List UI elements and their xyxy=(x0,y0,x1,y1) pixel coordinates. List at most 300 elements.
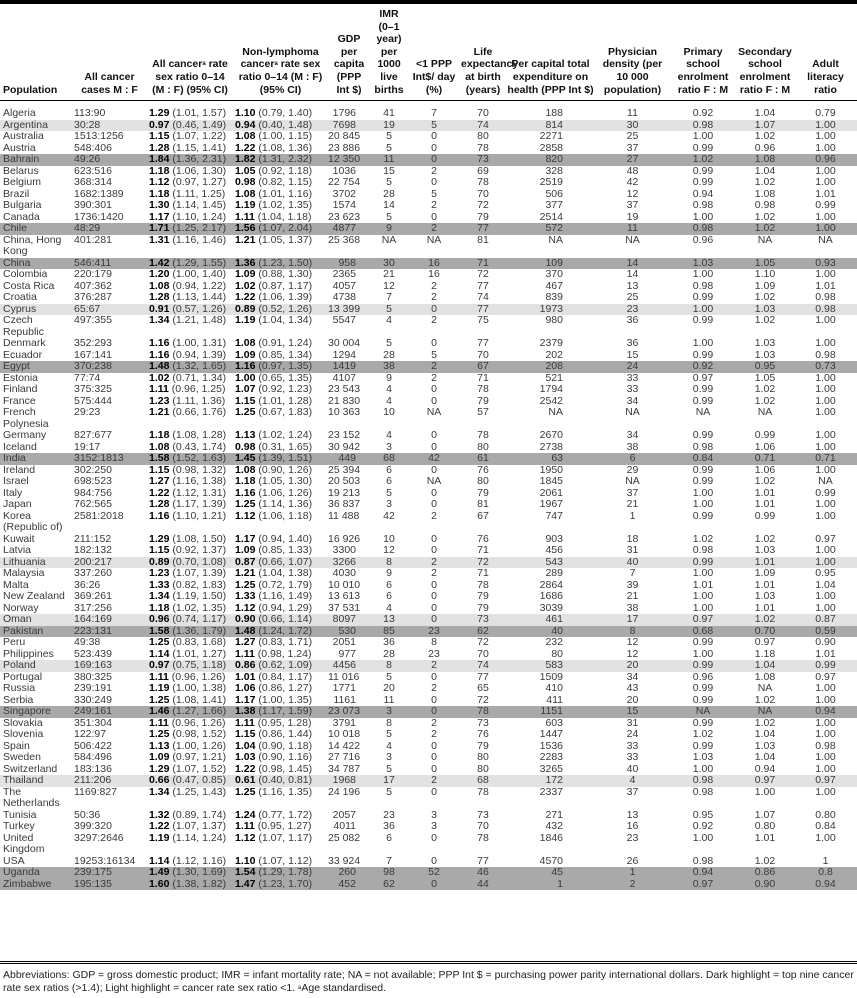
cell-nonlym-ratio-value: 1.22 xyxy=(235,762,256,775)
cell-nonlym-ratio-value: 1.45 xyxy=(235,452,256,465)
table-row xyxy=(0,867,857,879)
cell-all-ratio-value: 1.11 xyxy=(149,670,169,683)
cell-literacy: 1.00 xyxy=(794,120,857,132)
cell-all-ratio-value: 1.49 xyxy=(149,866,170,879)
cell-physician-density: 40 xyxy=(626,762,639,775)
cell-imr: 11 xyxy=(383,693,395,706)
cell-literacy: 0.8 xyxy=(794,867,857,879)
table-row xyxy=(0,821,857,833)
cell-nonlym-ratio-ci: (0.77, 1.72) xyxy=(258,808,313,821)
cell-all-ratio-ci: (1.07, 1.37) xyxy=(172,820,227,833)
cell-all-ratio-ci: (0.46, 1.49) xyxy=(172,118,227,131)
cell-ppp: 2 xyxy=(431,728,437,741)
cell-health-expenditure: 1846 xyxy=(539,831,563,844)
cell-nonlym-ratio-ci: (1.16, 1.35) xyxy=(258,785,313,798)
cell-population: Finland xyxy=(3,383,38,396)
cell-gdp: 977 xyxy=(338,647,356,660)
cell-nonlym-ratio-value: 1.08 xyxy=(235,463,256,476)
cell-nonlym-ratio-value: 1.16 xyxy=(235,360,256,373)
cell-physician-density: 37 xyxy=(626,785,639,798)
cell-primary-enrolment: NA xyxy=(695,406,711,419)
cell-nonlym-ratio-ci: (0.85, 1.34) xyxy=(258,348,313,361)
cell-primary-enrolment: 1.00 xyxy=(692,590,714,603)
cell-gdp: 958 xyxy=(328,258,370,270)
table-row xyxy=(0,223,857,235)
cell-secondary-enrolment: 1.04 xyxy=(754,164,776,177)
cell-nonlym-ratio-value: 0.98 xyxy=(235,176,256,189)
cell-physician-density: 31 xyxy=(626,716,639,729)
cell-nonlym-ratio-ci: (0.40, 1.48) xyxy=(258,118,313,131)
cell-population: Serbia xyxy=(3,693,34,706)
cell-secondary-enrolment: 0.80 xyxy=(754,820,776,833)
cell-imr: 5 xyxy=(386,141,392,154)
cell-ppp: 8 xyxy=(431,636,437,649)
cell-gdp: 13 613 xyxy=(328,590,361,603)
cell-secondary-enrolment: 1.02 xyxy=(754,210,776,223)
cell-imr: 68 xyxy=(370,453,408,465)
cell-secondary-enrolment: 1.02 xyxy=(754,291,776,304)
cell-literacy: 1.01 xyxy=(815,187,836,200)
cell-gdp: 3300 xyxy=(332,544,356,557)
table-row xyxy=(0,384,857,396)
cell-secondary-enrolment: 0.99 xyxy=(754,509,776,522)
cell-life-expectancy: 73 xyxy=(477,808,489,821)
col-population: Population xyxy=(3,83,58,96)
cell-all-ratio-value: 1.25 xyxy=(149,636,170,649)
cell-secondary-enrolment: 1.05 xyxy=(736,258,794,270)
cell-population: Sweden xyxy=(3,751,41,764)
cell-literacy: 0.99 xyxy=(815,486,836,499)
cell-gdp: 16 926 xyxy=(328,532,361,545)
cell-life-expectancy: 81 xyxy=(477,498,489,511)
cell-secondary-enrolment: NA xyxy=(757,233,773,246)
cell-all-ratio-value: 1.23 xyxy=(149,394,170,407)
cell-gdp: 33 924 xyxy=(328,854,361,867)
cell-imr: 8 xyxy=(370,557,408,569)
cell-secondary-enrolment: 1.03 xyxy=(754,544,776,557)
table-row xyxy=(0,557,857,569)
cell-secondary-enrolment: 1.07 xyxy=(754,808,776,821)
col-all-ratio xyxy=(147,8,233,101)
cell-gdp: 30 004 xyxy=(328,337,361,350)
cell-physician-density: 24 xyxy=(626,728,639,741)
table-footnote xyxy=(0,961,857,995)
cell-gdp: 4738 xyxy=(332,291,356,304)
cell-population: Malta xyxy=(3,578,29,591)
cell-physician-density: 13 xyxy=(626,808,639,821)
cell-primary-enrolment: 1.00 xyxy=(692,762,714,775)
cell-physician-density: 12 xyxy=(626,636,639,649)
cell-secondary-enrolment: 0.94 xyxy=(754,762,776,775)
table-row xyxy=(0,879,857,891)
table-top-rule xyxy=(0,0,857,4)
cell-health-expenditure: 506 xyxy=(545,187,563,200)
cell-physician-density: 14 xyxy=(626,268,639,281)
cell-all-ratio-ci: (1.14, 1.45) xyxy=(172,199,227,212)
cell-physician-density: 27 xyxy=(595,154,670,166)
cell-physician-density: 48 xyxy=(626,164,639,177)
cell-health-expenditure: 603 xyxy=(545,716,563,729)
cell-literacy: 1.00 xyxy=(815,440,836,453)
cell-nonlym-ratio-ci: (0.92, 1.23) xyxy=(258,383,313,396)
cell-imr: 21 xyxy=(383,268,395,281)
cell-nonlym-ratio-value: 1.25 xyxy=(235,406,256,419)
cell-ppp: 0 xyxy=(431,337,437,350)
cell-literacy: 1.01 xyxy=(815,647,836,660)
cell-gdp: 36 837 xyxy=(328,498,361,511)
cell-imr: 98 xyxy=(370,867,408,879)
cell-imr: 14 xyxy=(383,199,395,212)
cell-physician-density: 36 xyxy=(626,337,639,350)
cell-all-ratio-ci: (1.12, 1.16) xyxy=(172,854,227,867)
cell-nonlym-ratio-value: 1.82 xyxy=(235,153,256,166)
cell-life-expectancy: 72 xyxy=(477,268,489,281)
cell-nonlym-ratio-value: 1.10 xyxy=(235,107,256,120)
cell-primary-enrolment: 1.00 xyxy=(670,304,736,316)
cell-nonlym-ratio-value: 1.06 xyxy=(235,682,256,695)
cell-ppp: 52 xyxy=(408,867,460,879)
cell-all-ratio-ci: (1.00, 1.40) xyxy=(172,268,227,281)
cell-all-ratio-value: 1.18 xyxy=(149,601,170,614)
cell-nonlym-ratio-ci: (0.83, 1.71) xyxy=(258,636,313,649)
cell-all-ratio-value: 1.22 xyxy=(149,486,170,499)
cell-nonlym-ratio-ci: (0.88, 1.30) xyxy=(258,268,313,281)
cell-nonlym-ratio xyxy=(233,511,328,534)
table-header xyxy=(0,8,857,101)
cell-all-ratio-ci: (1.13, 1.44) xyxy=(172,291,227,304)
cell-primary-enrolment: 0.99 xyxy=(692,463,714,476)
cell-all-ratio-ci: (0.47, 0.85) xyxy=(172,774,227,787)
cell-all-ratio-value: 1.25 xyxy=(149,693,170,706)
cell-health-expenditure: 3039 xyxy=(539,601,563,614)
cell-secondary-enrolment: 1.04 xyxy=(754,728,776,741)
cell-all-ratio xyxy=(147,511,233,534)
cell-primary-enrolment: 0.96 xyxy=(692,233,714,246)
cell-all-ratio-ci: (1.06, 1.30) xyxy=(172,164,227,177)
cell-gdp: 1968 xyxy=(328,775,370,787)
cell-imr: 41 xyxy=(383,107,395,120)
cell-population: Thailand xyxy=(0,775,72,787)
cell-all-ratio-ci: (0.57, 1.26) xyxy=(172,302,227,315)
cell-primary-enrolment: 0.98 xyxy=(692,544,714,557)
cell-nonlym-ratio-value: 0.87 xyxy=(235,555,256,568)
cell-all-ratio-ci: (0.92, 1.37) xyxy=(172,544,227,557)
cell-imr: 6 xyxy=(386,831,392,844)
cell-all-ratio-value: 1.33 xyxy=(149,578,170,591)
cell-literacy: 1.00 xyxy=(815,176,836,189)
cell-nonlym-ratio-ci: (1.01, 1.28) xyxy=(258,394,313,407)
col-health-expenditure: Per capital total expenditure on health (PPP Int $) xyxy=(507,58,594,96)
cell-all-ratio-ci: (0.98, 1.52) xyxy=(172,728,227,741)
table-row xyxy=(0,764,857,776)
cell-ppp: 0 xyxy=(431,670,437,683)
cell-secondary-enrolment: 1.08 xyxy=(754,187,776,200)
table-row xyxy=(0,660,857,672)
cell-nonlym-ratio-value: 1.36 xyxy=(235,256,256,269)
cell-nonlym-ratio-value: 0.86 xyxy=(235,659,256,672)
cell-all-ratio-value: 1.32 xyxy=(149,808,170,821)
cell-all-ratio-value: 1.15 xyxy=(149,544,170,557)
cell-life-expectancy: 79 xyxy=(477,210,489,223)
cell-all-ratio-ci: (1.16, 1.46) xyxy=(172,233,227,246)
cell-secondary-enrolment: 1.02 xyxy=(754,383,776,396)
table-row xyxy=(0,177,857,189)
cell-gdp: 3702 xyxy=(332,187,356,200)
cell-primary-enrolment: 0.68 xyxy=(670,626,736,638)
cell-population: Tunisia xyxy=(3,808,37,821)
cell-all-ratio-value: 1.18 xyxy=(149,429,170,442)
cell-nonlym-ratio-ci: (1.08, 1.36) xyxy=(258,141,313,154)
cell-health-expenditure: 1509 xyxy=(539,670,563,683)
cell-imr: 15 xyxy=(383,164,395,177)
cell-literacy: 1.00 xyxy=(815,314,836,327)
cell-life-expectancy: 71 xyxy=(477,567,489,580)
cell-gdp: 23 623 xyxy=(328,210,361,223)
cell-primary-enrolment: 1.00 xyxy=(692,268,714,281)
cell-secondary-enrolment: 0.97 xyxy=(736,775,794,787)
cell-health-expenditure: 271 xyxy=(545,808,563,821)
cell-literacy: 1.00 xyxy=(815,831,836,844)
cell-literacy: 1.04 xyxy=(815,578,836,591)
cell-nonlym-ratio-value: 1.13 xyxy=(235,429,256,442)
cell-health-expenditure: 172 xyxy=(506,775,595,787)
cell-all-ratio-ci: (1.29, 1.55) xyxy=(172,256,227,269)
col-life-expectancy: Life expectancy at birth (years) xyxy=(461,45,519,96)
cell-physician-density: 40 xyxy=(595,557,670,569)
cell-literacy: 1.00 xyxy=(815,682,836,695)
cell-nonlym-ratio-ci: (0.90, 1.16) xyxy=(258,751,313,764)
cell-gdp: 1036 xyxy=(332,164,356,177)
cell-primary-enrolment: 0.97 xyxy=(670,614,736,626)
table-row xyxy=(0,833,857,856)
cell-nonlym-ratio-value: 1.27 xyxy=(235,636,256,649)
cell-all-ratio-ci: (1.11, 1.25) xyxy=(172,187,226,200)
cell-imr: 5 xyxy=(386,130,392,143)
cell-ppp: 2 xyxy=(408,557,460,569)
cell-nonlym-ratio-value: 1.08 xyxy=(235,337,256,350)
cell-nonlym-ratio-value: 1.15 xyxy=(235,728,256,741)
cell-health-expenditure: 1151 xyxy=(506,706,595,718)
cell-health-expenditure: 410 xyxy=(545,682,563,695)
cell-imr: 11 xyxy=(370,154,408,166)
cell-all-ratio-value: 1.30 xyxy=(149,199,170,212)
cell-health-expenditure: 232 xyxy=(545,636,563,649)
cell-primary-enrolment: 1.02 xyxy=(692,532,714,545)
cell-life-expectancy: 67 xyxy=(477,509,489,522)
cell-population: Poland xyxy=(0,660,72,672)
cell-primary-enrolment: 1.02 xyxy=(670,154,736,166)
cell-nonlym-ratio-value: 1.22 xyxy=(235,291,256,304)
cell-nonlym-ratio-value: 1.19 xyxy=(235,199,256,212)
cell-population: Costa Rica xyxy=(3,279,55,292)
cell-health-expenditure: 1967 xyxy=(539,498,563,511)
cell-ppp: 0 xyxy=(431,532,437,545)
cell-primary-enrolment: 0.99 xyxy=(692,141,714,154)
cell-nonlym-ratio-value: 1.12 xyxy=(235,509,256,522)
cell-gdp: 7698 xyxy=(328,120,370,132)
cell-population: Algeria xyxy=(3,107,36,120)
cell-nonlym-ratio-ci: (0.31, 1.65) xyxy=(258,440,313,453)
cell-nonlym-ratio-ci: (1.06, 1.26) xyxy=(258,486,313,499)
table-row xyxy=(0,338,857,350)
cell-ppp: 16 xyxy=(408,258,460,270)
cell-all-ratio xyxy=(147,879,233,891)
cell-gdp: 11 488 xyxy=(328,509,360,522)
cell-literacy: 0.95 xyxy=(815,567,836,580)
cell-ppp: 0 xyxy=(431,785,437,798)
cell-all-ratio-ci: (1.08, 1.28) xyxy=(172,429,227,442)
table-row xyxy=(0,131,857,143)
col-cases-label: All cancer cases M : F xyxy=(81,70,138,96)
cell-health-expenditure: 45 xyxy=(506,867,595,879)
cell-all-ratio-ci: (0.97, 1.21) xyxy=(172,751,227,764)
table-row xyxy=(0,361,857,373)
cell-physician-density: 15 xyxy=(595,706,670,718)
cell-nonlym-ratio-value: 0.98 xyxy=(235,440,256,453)
cell-physician-density: 15 xyxy=(626,348,639,361)
cell-cases: 211:206 xyxy=(72,775,147,787)
cell-nonlym-ratio-ci: (0.84, 1.17) xyxy=(258,670,313,683)
cell-ppp: 42 xyxy=(408,453,460,465)
cell-secondary-enrolment: 1.03 xyxy=(736,304,794,316)
table-row xyxy=(0,626,857,638)
table-row xyxy=(0,695,857,707)
cell-all-ratio-value: 1.20 xyxy=(149,268,170,281)
cell-literacy: 1.00 xyxy=(815,716,836,729)
col-nonlymphoma-ratio xyxy=(233,8,328,101)
cell-all-ratio-value: 0.96 xyxy=(149,613,170,626)
cell-primary-enrolment: 0.99 xyxy=(692,739,714,752)
cell-primary-enrolment: 0.96 xyxy=(692,670,714,683)
cell-nonlym-ratio-ci: (0.86, 1.44) xyxy=(258,728,313,741)
cell-cases: 390:301 xyxy=(74,199,112,212)
cell-imr: 9 xyxy=(370,223,408,235)
cell-all-ratio-ci: (1.19, 1.50) xyxy=(172,590,227,603)
cell-secondary-enrolment: 1.08 xyxy=(736,154,794,166)
cell-life-expectancy: 71 xyxy=(477,371,489,384)
cell-population: Philippines xyxy=(3,647,54,660)
cell-gdp: 11 016 xyxy=(328,670,360,683)
cell-literacy: 0.97 xyxy=(815,670,836,683)
cell-all-ratio-value: 1.46 xyxy=(149,705,170,718)
cell-physician-density: 38 xyxy=(626,440,639,453)
cell-gdp: 10 018 xyxy=(328,728,361,741)
cell-population: Korea (Republic of) xyxy=(3,509,63,534)
cell-life-expectancy: 77 xyxy=(477,670,489,683)
cell-all-ratio xyxy=(147,315,233,338)
cell-gdp: 530 xyxy=(328,626,370,638)
cell-nonlym-ratio-value: 0.94 xyxy=(235,118,256,131)
cell-ppp: 0 xyxy=(408,154,460,166)
cell-secondary-enrolment: 0.90 xyxy=(736,879,794,891)
col-nonlym-label: Non-lymphoma cancer xyxy=(240,45,319,71)
cell-health-expenditure: 2271 xyxy=(539,130,563,143)
cell-physician-density: 37 xyxy=(626,486,639,499)
cell-nonlym-ratio-value: 1.19 xyxy=(235,314,256,327)
cell-gdp: 3791 xyxy=(332,716,356,729)
table-row xyxy=(0,810,857,822)
cell-life-expectancy: 70 xyxy=(477,820,489,833)
cell-nonlym-ratio-ci: (1.02, 1.35) xyxy=(258,199,313,212)
cell-all-ratio-value: 1.16 xyxy=(149,348,170,361)
cell-population: Czech Republic xyxy=(3,314,44,338)
table-row xyxy=(0,649,857,661)
cell-population: Latvia xyxy=(3,544,32,557)
cell-cases: 211:152 xyxy=(74,532,112,545)
cell-cases: 50:36 xyxy=(74,808,101,821)
cell-nonlym-ratio-ci: (1.06, 1.39) xyxy=(258,291,313,304)
cell-cases: 337:260 xyxy=(74,567,112,580)
cell-ppp: 0 xyxy=(431,693,437,706)
cell-cases: 167:141 xyxy=(74,348,112,361)
footnote-age-standardised: Age standardised. xyxy=(301,982,387,994)
cell-all-ratio-value: 1.25 xyxy=(149,728,170,741)
cell-health-expenditure: 1950 xyxy=(539,463,563,476)
cell-all-ratio-value: 1.21 xyxy=(149,406,170,419)
cell-physician-density: 4 xyxy=(595,775,670,787)
cell-cases: 77:74 xyxy=(74,371,101,384)
cell-gdp: 4011 xyxy=(333,820,356,833)
cell-cases: 164:169 xyxy=(72,614,147,626)
cell-literacy: 0.80 xyxy=(815,808,836,821)
cell-population: Australia xyxy=(3,130,44,143)
cell-population: Zimbabwe xyxy=(0,879,72,891)
cell-cases: 351:304 xyxy=(74,716,112,729)
cell-population: Singapore xyxy=(0,706,72,718)
cell-nonlym-ratio-value: 1.22 xyxy=(235,141,256,154)
cell-nonlym-ratio-value: 1.08 xyxy=(235,130,256,143)
cell-nonlym-ratio-ci: (1.23, 1.70) xyxy=(258,877,313,890)
cell-physician-density: 25 xyxy=(626,291,639,304)
cell-imr: 23 xyxy=(383,808,395,821)
cell-ppp: 2 xyxy=(431,371,437,384)
cell-secondary-enrolment: 1.02 xyxy=(754,394,776,407)
cell-gdp: 1294 xyxy=(332,348,356,361)
cell-all-ratio-ci: (1.21, 1.48) xyxy=(172,314,227,327)
table-row xyxy=(0,315,857,338)
cell-primary-enrolment: 1.03 xyxy=(670,258,736,270)
cell-population: Israel xyxy=(3,475,29,488)
cell-all-ratio-value: 1.22 xyxy=(149,820,170,833)
cell-life-expectancy: 80 xyxy=(477,762,489,775)
cell-imr: 13 xyxy=(370,614,408,626)
cell-imr: 4 xyxy=(386,383,392,396)
cell-nonlym-ratio-ci: (1.01, 1.16) xyxy=(258,187,313,200)
cell-nonlym-ratio-value: 1.56 xyxy=(235,222,256,235)
table-row xyxy=(0,304,857,316)
cell-all-ratio-ci: (1.01, 1.27) xyxy=(172,647,227,660)
cell-life-expectancy: 81 xyxy=(477,233,489,246)
table-row xyxy=(0,120,857,132)
cell-physician-density: 31 xyxy=(626,544,639,557)
cell-life-expectancy: 57 xyxy=(477,406,489,419)
cell-life-expectancy: 80 xyxy=(477,751,489,764)
cell-cases: 65:67 xyxy=(72,304,147,316)
cell-primary-enrolment: 1.00 xyxy=(692,210,714,223)
cell-ppp: 0 xyxy=(408,304,460,316)
cell-literacy: 0.98 xyxy=(815,739,836,752)
cell-literacy: 1.00 xyxy=(815,509,836,522)
cell-all-ratio-value: 1.16 xyxy=(149,509,170,522)
cell-physician-density: 17 xyxy=(595,614,670,626)
table-row xyxy=(0,235,857,258)
cell-literacy: 0.99 xyxy=(815,199,836,212)
cell-physician-density: 14 xyxy=(595,258,670,270)
cell-physician-density: 19 xyxy=(626,210,639,223)
cell-imr: 6 xyxy=(386,590,392,603)
cell-all-ratio-value: 1.08 xyxy=(149,279,170,292)
cell-literacy: 0.97 xyxy=(815,532,836,545)
